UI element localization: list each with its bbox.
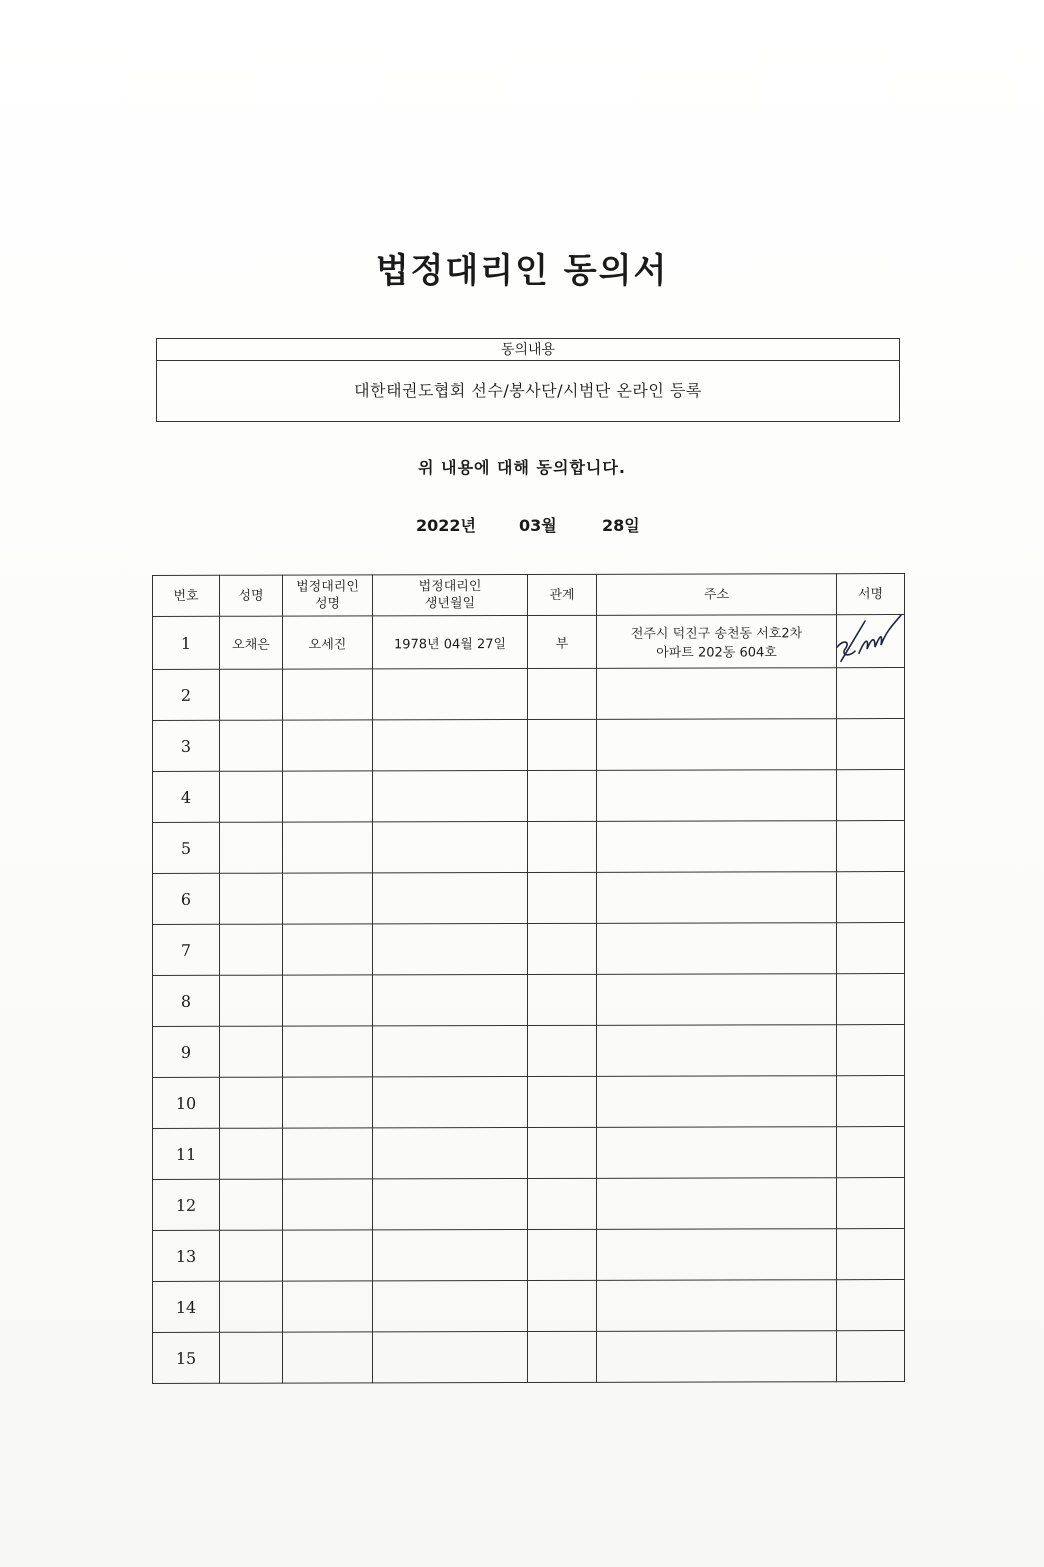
page-title: 법정대리인 동의서 <box>375 251 669 291</box>
row-relation <box>528 1025 597 1076</box>
table-row <box>153 1178 905 1231</box>
row-address <box>597 923 837 975</box>
signature-mark <box>831 609 903 669</box>
row-address-line1 <box>597 1305 836 1306</box>
row-relation <box>528 1331 597 1382</box>
row-address-line2 <box>597 948 836 949</box>
table-row <box>153 1025 905 1078</box>
row-address-line2 <box>597 999 836 1000</box>
row-signature <box>837 1331 905 1382</box>
table-row <box>153 1331 905 1384</box>
row-guardian-birth <box>373 771 528 822</box>
row-address-line2 <box>597 1305 836 1306</box>
row-signature <box>837 1280 905 1331</box>
row-address <box>597 1178 837 1230</box>
row-relation <box>528 821 597 872</box>
row-guardian-name <box>283 1179 373 1230</box>
header-no: 번호 <box>153 575 220 616</box>
row-address <box>597 719 837 771</box>
row-address <box>597 615 837 669</box>
row-signature <box>837 668 905 719</box>
row-guardian-name <box>283 1128 373 1179</box>
row-signature <box>837 1025 905 1076</box>
header-guardian-birth-line2: 생년월일 <box>424 596 476 612</box>
row-address-line1 <box>597 1203 836 1204</box>
row-address <box>597 872 837 924</box>
header-signature: 서명 <box>837 574 905 615</box>
row-number: 13 <box>153 1230 220 1281</box>
header-guardian-birth <box>373 575 528 616</box>
row-name <box>220 1230 283 1281</box>
row-name <box>220 1281 283 1332</box>
row-address-line1 <box>597 948 836 949</box>
row-address-line1: 전주시 덕진구 송천동 서호2차 <box>630 626 803 642</box>
row-number: 6 <box>153 873 220 924</box>
row-address <box>597 770 837 822</box>
row-address-line1 <box>597 846 836 847</box>
row-signature <box>837 615 905 668</box>
row-relation <box>528 923 597 974</box>
table-row <box>153 872 905 925</box>
row-name <box>220 873 283 924</box>
row-relation <box>528 719 597 770</box>
row-relation <box>528 974 597 1025</box>
row-address-line2 <box>597 1356 836 1357</box>
date-year: 2022년 <box>416 516 476 535</box>
row-guardian-name <box>283 975 373 1026</box>
row-signature <box>837 770 905 821</box>
table-row <box>153 1127 905 1180</box>
row-name <box>220 720 283 771</box>
header-name: 성명 <box>220 575 283 616</box>
row-guardian-name: 오세진 <box>283 616 373 669</box>
row-name <box>220 1077 283 1128</box>
row-number: 10 <box>153 1077 220 1128</box>
row-relation <box>528 872 597 923</box>
row-name <box>220 771 283 822</box>
row-address <box>597 1076 837 1128</box>
row-guardian-birth <box>373 1026 528 1077</box>
table-row <box>153 719 905 772</box>
table-row <box>153 668 905 721</box>
row-guardian-birth <box>373 1332 528 1383</box>
row-address-line1 <box>597 1356 836 1357</box>
table-row <box>153 923 905 976</box>
row-name <box>220 924 283 975</box>
table-row <box>153 974 905 1027</box>
row-address-line2 <box>597 846 836 847</box>
row-guardian-birth <box>373 873 528 924</box>
row-address-line2 <box>597 897 836 898</box>
row-address <box>597 1229 837 1281</box>
row-number: 4 <box>153 771 220 822</box>
row-signature <box>837 923 905 974</box>
row-signature <box>837 974 905 1025</box>
header-address: 주소 <box>597 574 837 616</box>
row-name <box>220 822 283 873</box>
row-name <box>220 975 283 1026</box>
row-guardian-name <box>283 720 373 771</box>
header-relation: 관계 <box>528 574 597 615</box>
consent-header: 동의내용 <box>157 339 899 361</box>
row-signature <box>837 1127 905 1178</box>
row-address <box>597 974 837 1026</box>
row-guardian-birth <box>373 975 528 1026</box>
row-signature <box>837 821 905 872</box>
table-row <box>153 821 905 874</box>
row-name <box>220 1332 283 1383</box>
row-guardian-birth <box>373 822 528 873</box>
row-name <box>220 1179 283 1230</box>
row-address-line1 <box>597 1050 836 1051</box>
row-name: 오채은 <box>220 616 283 669</box>
row-guardian-birth: 1978년 04월 27일 <box>373 616 528 669</box>
registration-table <box>152 573 905 1384</box>
row-relation: 부 <box>528 615 597 668</box>
row-guardian-name <box>283 1332 373 1383</box>
row-address-line2 <box>597 693 836 694</box>
row-address-line2 <box>597 744 836 745</box>
row-guardian-name <box>283 771 373 822</box>
row-guardian-birth <box>373 720 528 771</box>
row-relation <box>528 668 597 719</box>
row-number: 11 <box>153 1128 220 1179</box>
date-day: 28일 <box>602 516 640 535</box>
row-relation <box>528 1076 597 1127</box>
row-address-line1 <box>597 693 836 694</box>
row-address <box>597 668 837 720</box>
row-number: 9 <box>153 1026 220 1077</box>
row-number: 15 <box>153 1332 220 1383</box>
row-name <box>220 1026 283 1077</box>
row-guardian-name <box>283 1077 373 1128</box>
table-header-row <box>153 574 905 617</box>
row-relation <box>528 1178 597 1229</box>
row-relation <box>528 1127 597 1178</box>
table-row <box>153 1076 905 1129</box>
row-number: 5 <box>153 822 220 873</box>
table-row <box>153 1280 905 1333</box>
row-address-line2 <box>597 795 836 796</box>
row-address <box>597 1127 837 1179</box>
row-address-line2 <box>597 1050 836 1051</box>
row-relation <box>528 1280 597 1331</box>
row-address-line1 <box>597 897 836 898</box>
row-guardian-name <box>283 669 373 720</box>
row-name <box>220 1128 283 1179</box>
row-signature <box>837 872 905 923</box>
row-signature <box>837 1076 905 1127</box>
row-address-line1 <box>597 1152 836 1153</box>
row-number: 1 <box>153 616 220 669</box>
row-guardian-birth <box>373 1230 528 1281</box>
consent-box <box>156 338 900 422</box>
row-guardian-birth <box>373 924 528 975</box>
row-address-line2 <box>597 1101 836 1102</box>
header-guardian-birth-line1: 법정대리인 <box>418 579 482 595</box>
row-guardian-name <box>283 822 373 873</box>
row-address <box>597 821 837 873</box>
row-guardian-birth <box>373 1281 528 1332</box>
row-signature <box>837 1178 905 1229</box>
row-address-line2 <box>597 1203 836 1204</box>
table-row <box>153 1229 905 1282</box>
row-guardian-name <box>283 1026 373 1077</box>
row-address-line1 <box>597 744 836 745</box>
row-guardian-name <box>283 1230 373 1281</box>
row-signature <box>837 719 905 770</box>
date-month: 03월 <box>519 516 557 535</box>
row-address-line1 <box>597 1254 836 1255</box>
row-address <box>597 1025 837 1077</box>
table-body <box>153 615 905 1384</box>
header-guardian-name-line1: 법정대리인 <box>296 579 359 595</box>
row-guardian-name <box>283 1281 373 1332</box>
row-address <box>597 1331 837 1383</box>
row-guardian-birth <box>373 1077 528 1128</box>
row-number: 2 <box>153 669 220 720</box>
row-number: 8 <box>153 975 220 1026</box>
agreement-statement: 위 내용에 대해 동의합니다. <box>418 458 626 477</box>
row-relation <box>528 1229 597 1280</box>
row-address-line1 <box>597 1101 836 1102</box>
table-row <box>153 770 905 823</box>
row-guardian-name <box>283 873 373 924</box>
table-row <box>153 615 905 670</box>
row-address <box>597 1280 837 1332</box>
row-number: 14 <box>153 1281 220 1332</box>
consent-content: 대한태권도협회 선수/봉사단/시범단 온라인 등록 <box>354 381 702 400</box>
row-signature <box>837 1229 905 1280</box>
header-guardian-name <box>283 575 373 616</box>
row-name <box>220 669 283 720</box>
header-guardian-name-line2: 성명 <box>314 596 341 612</box>
row-address-line1 <box>597 795 836 796</box>
row-address-line1 <box>597 999 836 1000</box>
row-guardian-birth <box>373 669 528 720</box>
row-guardian-birth <box>373 1179 528 1230</box>
row-number: 12 <box>153 1179 220 1230</box>
row-relation <box>528 770 597 821</box>
row-address-line2: 아파트 202동 604호 <box>656 645 777 661</box>
row-number: 7 <box>153 924 220 975</box>
row-guardian-birth <box>373 1128 528 1179</box>
row-guardian-name <box>283 924 373 975</box>
row-number: 3 <box>153 720 220 771</box>
row-address-line2 <box>597 1254 836 1255</box>
row-address-line2 <box>597 1152 836 1153</box>
